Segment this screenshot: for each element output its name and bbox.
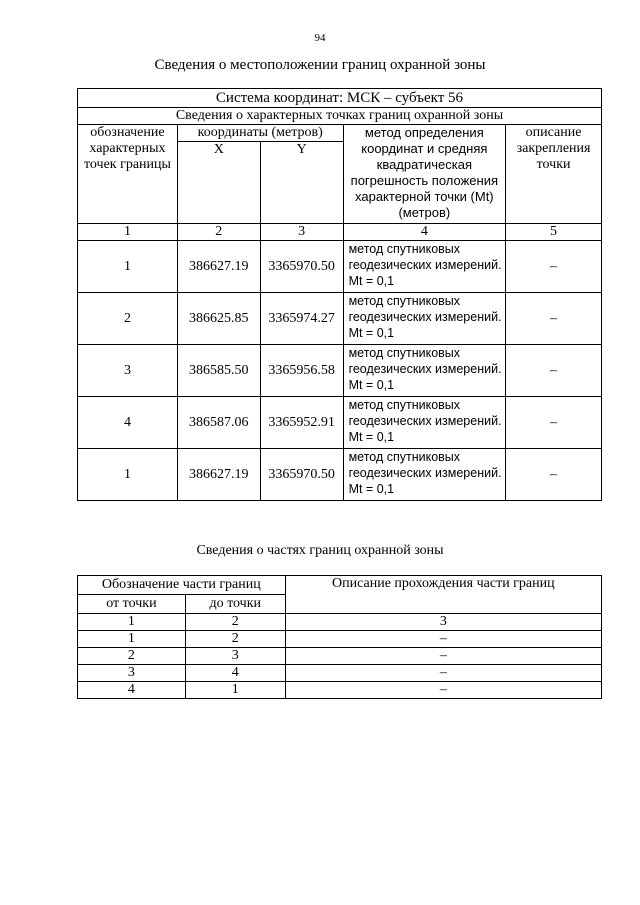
fixing-description: –: [506, 397, 602, 449]
fixing-description: –: [506, 293, 602, 345]
to-point: 3: [185, 648, 285, 665]
column-number: 4: [343, 224, 506, 241]
to-point: 2: [185, 614, 285, 631]
coord-x: 386587.06: [177, 397, 260, 449]
point-id: 1: [78, 449, 178, 501]
part-description: –: [285, 631, 601, 648]
coordinate-system: Система координат: МСК – субъект 56: [78, 89, 602, 108]
table-row: [78, 631, 602, 648]
coord-x: 386627.19: [177, 449, 260, 501]
part-description: –: [285, 648, 601, 665]
table-row: [78, 397, 602, 449]
table-row: [78, 648, 602, 665]
fixing-description: –: [506, 241, 602, 293]
from-point: 1: [78, 614, 186, 631]
fixing-description: –: [506, 345, 602, 397]
header-to-point: до точки: [185, 595, 285, 614]
column-number: 2: [177, 224, 260, 241]
table-row: [78, 345, 602, 397]
coord-y: 3365970.50: [260, 449, 343, 501]
header-x: X: [178, 142, 261, 223]
header-description: описание закрепления точки: [506, 125, 602, 224]
coord-y: 3365970.50: [260, 241, 343, 293]
coord-y: 3365956.58: [260, 345, 343, 397]
point-id: 4: [78, 397, 178, 449]
table-row: [78, 682, 602, 699]
table-row: [78, 293, 602, 345]
column-number: 5: [506, 224, 602, 241]
header-coordinates: координаты (метров): [178, 125, 343, 142]
method-text: метод спутниковых геодезических измерений. Mt = 0,1: [343, 293, 506, 345]
to-point: 2: [185, 631, 285, 648]
table-subtitle: Сведения о характерных точках границ охранной зоны: [78, 108, 602, 125]
table-row: [78, 449, 602, 501]
header-y: Y: [296, 142, 307, 157]
method-text: метод спутниковых геодезических измерений. Mt = 0,1: [343, 449, 506, 501]
table-row: [78, 614, 602, 631]
fixing-description: –: [506, 449, 602, 501]
to-point: 4: [185, 665, 285, 682]
table-row: [78, 241, 602, 293]
point-id: 3: [78, 345, 178, 397]
boundary-parts-table: [77, 575, 602, 699]
part-description: 3: [285, 614, 601, 631]
section-2-title: Сведения о частях границ охранной зоны: [196, 543, 444, 558]
header-from-point: от точки: [78, 595, 186, 614]
table-row: [78, 665, 602, 682]
section-1-title: Сведения о местоположении границ охранной зоны: [154, 57, 486, 73]
from-point: 4: [78, 682, 186, 699]
point-id: 1: [78, 241, 178, 293]
column-number: 1: [78, 224, 178, 241]
to-point: 1: [185, 682, 285, 699]
method-text: метод спутниковых геодезических измерений. Mt = 0,1: [343, 241, 506, 293]
header-part-designation: Обозначение части границ: [78, 576, 286, 595]
header-part-description: Описание прохождения части границ: [285, 576, 601, 614]
page-number: 94: [314, 32, 326, 44]
column-number: 3: [260, 224, 343, 241]
coord-x: 386625.85: [177, 293, 260, 345]
point-id: 2: [78, 293, 178, 345]
header-method: метод определения координат и средняя квадратическая погрешность положения характерной точки (Mt) (метров): [343, 125, 506, 224]
method-text: метод спутниковых геодезических измерений. Mt = 0,1: [343, 345, 506, 397]
coord-y: 3365952.91: [260, 397, 343, 449]
method-text: метод спутниковых геодезических измерений. Mt = 0,1: [343, 397, 506, 449]
from-point: 1: [78, 631, 186, 648]
header-designation: обозначение характерных точек границы: [78, 125, 178, 224]
coord-y: 3365974.27: [260, 293, 343, 345]
part-description: –: [285, 682, 601, 699]
boundary-points-table: [77, 88, 602, 501]
from-point: 2: [78, 648, 186, 665]
coord-x: 386627.19: [177, 241, 260, 293]
part-description: –: [285, 665, 601, 682]
coord-x: 386585.50: [177, 345, 260, 397]
from-point: 3: [78, 665, 186, 682]
